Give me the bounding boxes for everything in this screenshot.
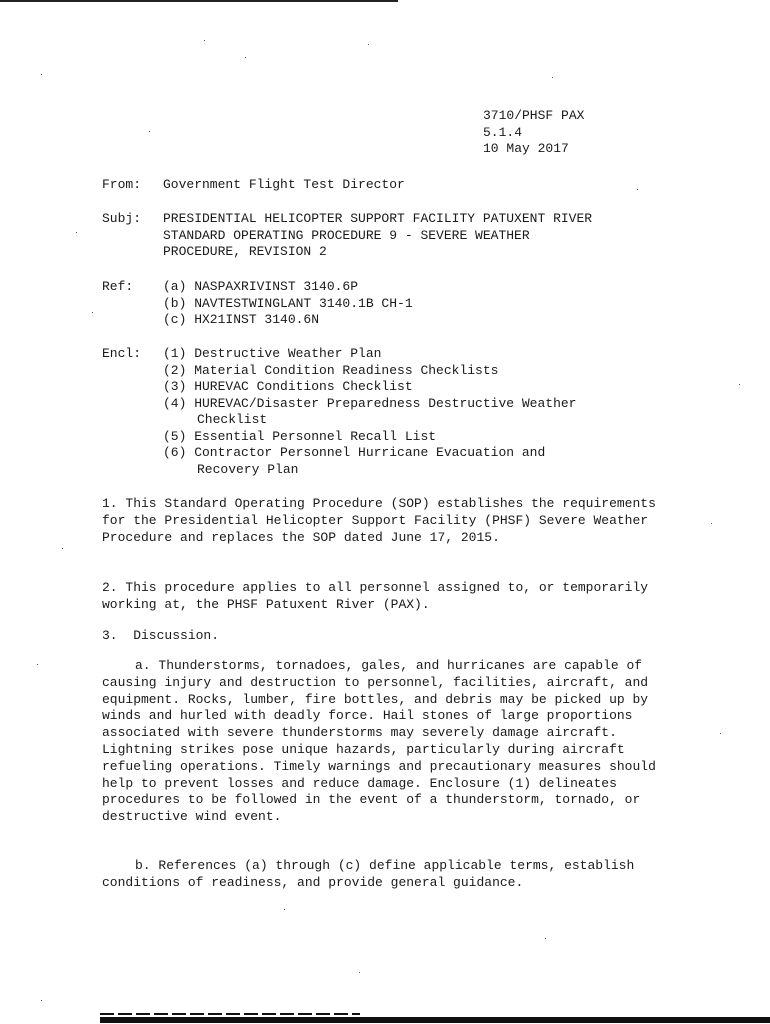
scan-speck	[552, 77, 553, 78]
scan-speck	[359, 972, 360, 973]
scan-speck	[62, 548, 63, 549]
top-rule	[0, 0, 398, 2]
paragraph-1: 1. This Standard Operating Procedure (SOP) establishes the requirements for the Presidential Helicopter Support Facility (PHSF) Severe Weather Procedure and replaces the SOP dated June 17, 2015.	[102, 496, 656, 545]
subject-line: STANDARD OPERATING PROCEDURE 9 - SEVERE WEATHER	[163, 227, 530, 243]
scan-speck	[92, 312, 93, 313]
from-label: From:	[102, 177, 142, 192]
paragraph-3a: a. Thunderstorms, tornadoes, gales, and hurricanes are capable of causing injury and destruction to personnel, facilities, aircraft, and equipment. Rocks, lumber, fire bottles, and debris may be picked up by winds and hurled with deadly force. Hail stones of large proportions associated with severe thunderstorms may severely damage aircraft. Lightning strikes pose unique hazards, particularly during aircraft refueling operations. Timely warnings and precautionary measures should help to prevent losses and reduce damage. Enclosure (1) delineates procedures to be followed in the event of a thunderstorm, tornado, or destructive wind event.	[102, 658, 656, 825]
subject-block	[163, 211, 592, 261]
enclosure-label: Encl:	[102, 346, 142, 361]
scan-speck	[41, 1000, 42, 1001]
scan-speck	[739, 384, 740, 385]
scan-speck	[711, 523, 712, 524]
subject-line: PRESIDENTIAL HELICOPTER SUPPORT FACILITY PATUXENT RIVER	[163, 211, 593, 226]
enclosure-item-continuation: Recovery Plan	[197, 461, 299, 477]
document-date: 10 May 2017	[483, 141, 569, 156]
paragraph-3b: b. References (a) through (c) define applicable terms, establish conditions of readiness, and provide general guidance.	[102, 858, 635, 890]
scan-speck	[368, 44, 369, 45]
scan-speck	[149, 131, 150, 132]
reference-item: (c) HX21INST 3140.6N	[163, 312, 320, 327]
scan-speck	[545, 938, 546, 939]
enclosure-item-continuation: Checklist	[197, 412, 268, 427]
scan-speck	[720, 733, 721, 734]
enclosure-item: (4) HUREVAC/Disaster Preparedness Destructive Weather	[163, 395, 577, 411]
enclosure-list	[163, 346, 576, 478]
from-value: Government Flight Test Director	[163, 177, 405, 192]
document-header	[483, 108, 584, 158]
enclosure-item: (1) Destructive Weather Plan	[163, 346, 382, 361]
scan-speck	[204, 40, 205, 41]
paragraph-3-heading: 3. Discussion.	[102, 628, 220, 643]
reference-item: (b) NAVTESTWINGLANT 3140.1B CH-1	[163, 295, 413, 311]
reference-list	[163, 279, 413, 329]
bottom-rule	[100, 1017, 770, 1023]
scan-speck	[284, 909, 285, 910]
scan-speck	[41, 74, 42, 75]
subject-line: PROCEDURE, REVISION 2	[163, 244, 327, 259]
scan-speck	[37, 664, 38, 665]
document-code: 3710/PHSF PAX	[483, 108, 585, 123]
bottom-rule-dashes	[100, 1013, 360, 1015]
paragraph-2: 2. This procedure applies to all personnel assigned to, or temporarily working at, the PHSF Patuxent River (PAX).	[102, 580, 649, 612]
scan-speck	[637, 189, 638, 190]
enclosure-item: (2) Material Condition Readiness Checklists	[163, 362, 499, 378]
scan-speck	[76, 232, 77, 233]
enclosure-item: (6) Contractor Personnel Hurricane Evacuation and	[163, 445, 546, 460]
reference-label: Ref:	[102, 279, 134, 294]
scan-speck	[245, 57, 246, 58]
subject-label: Subj:	[102, 211, 142, 226]
document-section: 5.1.4	[483, 124, 523, 140]
reference-item: (a) NASPAXRIVINST 3140.6P	[163, 279, 359, 294]
enclosure-item: (5) Essential Personnel Recall List	[163, 428, 437, 444]
enclosure-item: (3) HUREVAC Conditions Checklist	[163, 379, 413, 394]
